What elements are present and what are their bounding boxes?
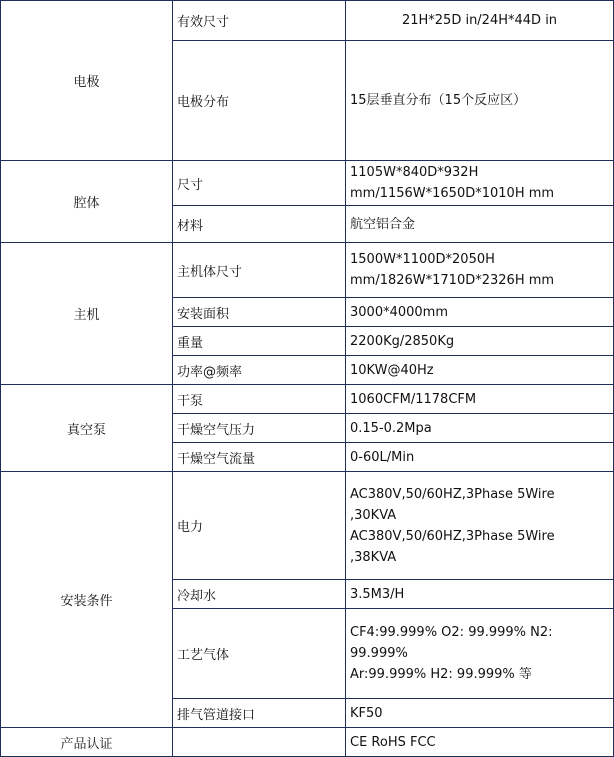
spec-value bbox=[346, 443, 614, 472]
spec-value-line: 10KW@40Hz bbox=[350, 362, 434, 378]
spec-value-line: AC380V,50/60HZ,3Phase 5Wire bbox=[350, 528, 555, 544]
spec-value-line: 1105W*840D*932H bbox=[350, 165, 479, 180]
spec-value bbox=[346, 609, 614, 699]
spec-label: 干泵 bbox=[173, 385, 346, 414]
spec-value-line: Ar:99.999% H2: 99.999% 等 bbox=[350, 667, 532, 682]
spec-label: 干燥空气流量 bbox=[173, 443, 346, 472]
table-row bbox=[1, 728, 614, 757]
spec-value-line: 15层垂直分布（15个反应区） bbox=[350, 93, 527, 108]
spec-value bbox=[346, 356, 614, 385]
spec-value bbox=[346, 161, 614, 206]
spec-value bbox=[346, 728, 614, 757]
category-cell: 真空泵 bbox=[1, 385, 173, 472]
spec-label: 有效尺寸 bbox=[173, 1, 346, 41]
spec-value-line: ,30KVA bbox=[350, 507, 397, 523]
spec-label: 电力 bbox=[173, 472, 346, 580]
spec-value bbox=[346, 243, 614, 298]
spec-value-line: ,38KVA bbox=[350, 549, 397, 565]
spec-value-line: mm/1156W*1650D*1010H mm bbox=[350, 186, 555, 201]
spec-value-line: 2200Kg/2850Kg bbox=[350, 333, 455, 349]
spec-value-line: 3000*4000mm bbox=[350, 304, 448, 320]
spec-value-line: AC380V,50/60HZ,3Phase 5Wire bbox=[350, 486, 555, 502]
spec-value-line: CF4:99.999% O2: 99.999% N2: bbox=[350, 625, 553, 640]
category-cell: 产品认证 bbox=[1, 728, 173, 757]
spec-value bbox=[346, 385, 614, 414]
spec-label: 安装面积 bbox=[173, 298, 346, 327]
spec-value bbox=[346, 699, 614, 728]
table-row bbox=[1, 243, 614, 298]
spec-value-line: 1500W*1100D*2050H bbox=[350, 252, 495, 267]
category-cell: 主机 bbox=[1, 243, 173, 385]
spec-label: 冷却水 bbox=[173, 580, 346, 609]
table-row bbox=[1, 1, 614, 41]
spec-value bbox=[346, 580, 614, 609]
spec-value bbox=[346, 41, 614, 161]
spec-table-body bbox=[1, 1, 614, 757]
category-cell: 电极 bbox=[1, 1, 173, 161]
spec-value bbox=[346, 1, 614, 41]
table-row bbox=[1, 472, 614, 580]
spec-label: 工艺气体 bbox=[173, 609, 346, 699]
spec-value-line: 3.5M3/H bbox=[350, 586, 405, 602]
spec-value-line: CE RoHS FCC bbox=[350, 734, 436, 750]
spec-value-line: mm/1826W*1710D*2326H mm bbox=[350, 273, 555, 288]
spec-label bbox=[173, 728, 346, 757]
table-row bbox=[1, 161, 614, 206]
category-cell: 腔体 bbox=[1, 161, 173, 243]
spec-label: 尺寸 bbox=[173, 161, 346, 206]
table-row bbox=[1, 385, 614, 414]
spec-value bbox=[346, 298, 614, 327]
spec-label: 电极分布 bbox=[173, 41, 346, 161]
spec-label: 排气管道接口 bbox=[173, 699, 346, 728]
category-cell: 安装条件 bbox=[1, 472, 173, 728]
spec-label: 干燥空气压力 bbox=[173, 414, 346, 443]
spec-value bbox=[346, 327, 614, 356]
spec-label: 重量 bbox=[173, 327, 346, 356]
spec-value-line: 航空铝合金 bbox=[350, 216, 416, 232]
spec-label: 主机体尺寸 bbox=[173, 243, 346, 298]
spec-label: 材料 bbox=[173, 206, 346, 243]
spec-value-line: KF50 bbox=[350, 705, 383, 721]
spec-value bbox=[346, 206, 614, 243]
spec-value bbox=[346, 472, 614, 580]
spec-value-line: 0-60L/Min bbox=[350, 449, 415, 465]
spec-label: 功率@频率 bbox=[173, 356, 346, 385]
spec-value-line: 21H*25D in/24H*44D in bbox=[401, 13, 558, 28]
spec-value bbox=[346, 414, 614, 443]
spec-value-line: 0.15-0.2Mpa bbox=[350, 420, 432, 436]
spec-value-line: 1060CFM/1178CFM bbox=[350, 391, 477, 407]
spec-value-line: 99.999% bbox=[350, 646, 408, 661]
